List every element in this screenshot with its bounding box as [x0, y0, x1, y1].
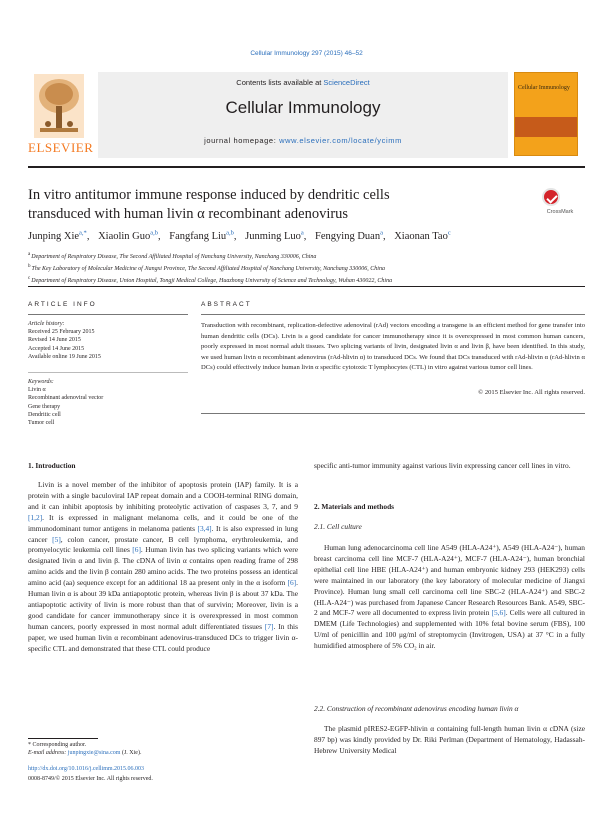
- journal-title: Cellular Immunology: [225, 98, 381, 117]
- citation-link[interactable]: [7]: [264, 621, 274, 631]
- author-list: [28, 229, 585, 242]
- continued-paragraph: specific anti-tumor immunity against various livin expressing cancer cell lines in vitro.: [314, 461, 571, 470]
- keyword-item: Livin α: [28, 387, 46, 394]
- construction-heading: 2.2. Construction of recombinant adenovirus encoding human livin α: [314, 704, 519, 713]
- copyright-line: 0008-8749/© 2015 Elsevier Inc. All rights reserved.: [28, 776, 153, 782]
- sciencedirect-link[interactable]: ScienceDirect: [323, 78, 370, 87]
- journal-homepage-line: [98, 136, 508, 145]
- journal-masthead: [28, 72, 585, 158]
- abstract-copyright: © 2015 Elsevier Inc. All rights reserved.: [478, 389, 585, 396]
- article-title-line-1: In vitro antitumor immune response induced by dendritic cells: [28, 187, 390, 203]
- abstract-divider-top: [201, 314, 585, 315]
- contents-prefix: Contents lists available at: [236, 78, 324, 87]
- citation-link[interactable]: [5]: [52, 534, 61, 544]
- citation-link[interactable]: [1,2]: [28, 512, 43, 522]
- keyword-list: [28, 378, 188, 427]
- article-title: [28, 186, 498, 224]
- crossmark-button[interactable]: [530, 188, 590, 218]
- affiliation-divider: [28, 286, 585, 287]
- article-history: [28, 320, 188, 361]
- affiliation-item: $^b$The Key Laboratory of Molecular Medicine of Jiangxi Province, The Second Affiliated Hospital of Nanchang University, Nanchang 330006, China: [28, 264, 385, 272]
- elsevier-wordmark: ELSEVIER: [28, 140, 94, 155]
- abstract-text: Transduction with recombinant, replication-defective adenoviral (rAd) vectors encoding a transgene is an efficient method for gene transfer into human dendritic cells (DCs). Livin is a good candidate for cancer immunotherapy since it is overexpressed in most common human cancers, poorly expressed in most normal adult tissues. Two splicing variants of livin, designated livin α and livin β, have been identified. In this study, we used human livin α recombinant adenovirus (rAd-hlivin α) to transduced DCs. We found that DCs transduced with rAd-hlivin α (rAd-hlivin α DCs) could effectively induce human livin α specific cytotoxic T lymphocytes (CTL) in vitro against various tumor cell lines.: [201, 322, 585, 371]
- footnote-divider: [28, 738, 98, 739]
- introduction-heading: 1. Introduction: [28, 461, 76, 470]
- citation-link[interactable]: [3,4]: [197, 523, 212, 533]
- author[interactable]: Fangfang Liu$^{a,b}$,: [169, 229, 237, 242]
- journal-cover-thumbnail[interactable]: [514, 72, 578, 156]
- keyword-item: Recombinant adenoviral vector: [28, 395, 104, 402]
- affiliation-item: $^c$Department of Respiratory Disease, Union Hospital, Tongji Medical College, Huazhong University of Science and Technology, Wuhan 430022, China: [28, 276, 393, 284]
- keyword-item: Tumor cell: [28, 420, 55, 427]
- affiliation-item: $^a$Department of Respiratory Disease, The Second Affiliated Hospital of Nanchang University, Nanchang 330006, China: [28, 252, 317, 260]
- history-label: Article history:: [28, 321, 65, 327]
- keywords-label: Keywords:: [28, 379, 54, 385]
- crossmark-label: CrossMark: [546, 209, 574, 215]
- methods-heading: 2. Materials and methods: [314, 502, 395, 511]
- cover-title: Cellular Immunology: [518, 85, 570, 91]
- journal-citation[interactable]: Cellular Immunology 297 (2015) 46–52: [250, 50, 363, 57]
- history-item: Available online 19 June 2015: [28, 353, 101, 360]
- cell-culture-paragraph: Human lung adenocarcinoma cell line A549 (HLA-A24⁺), A549 (HLA-A24⁻), human breast carcinoma cell line MCF-7 (HLA-A24⁺), MCF-7 (HLA-A24⁻), human bronchial epithelial cell line HBE (HLA-A24⁺) and human embryonic kidney 293 (HEK293) cells were maintained in our laboratory (the key laboratory of molecular medicine of Jiangxi Province). Human lung small cell carcinoma cell line SBC-2 (HLA-A24⁺) and SBC-2 (HLA-A24⁻) was purchased from Japanese Cancer Research Resources Bank. A549, SBC-2 and MCF-7 were all documented to express livin protein [5,6]. Cells were all cultured in DMEM (Life Technologies) and supplemented with 10% fetal bovine serum (FBS), 100 U/ml of penicillin and 100 μg/ml of streptomycin (Invitrogen, USA) at 37 °C in a fully humidified atmosphere of 5% CO₂ in air.: [314, 543, 585, 651]
- abstract-heading: ABSTRACT: [201, 301, 252, 308]
- introduction-paragraph: Livin is a novel member of the inhibitor of apoptosis protein (IAP) family. It is a protein with a single baculoviral IAP repeat domain and a COOH-terminal RING domain, and it can inhibit apoptosis by inhibiting proteolytic activation of caspases 3, 7, and 9 [1,2]. It is expressed in malignant melanoma cells, and it could be one of the immunodominant tumor antigens in melanoma patients [3,4]. It is also expressed in lung cancer [5], colon cancer, prostate cancer, B cell lymphoma, erythroleukemia, and promyelocytic leukemia cell lines [6]. Human livin has two splicing variants which were designated livin α and livin β. The cDNA of livin α contains open reading frame of 298 amino acids and the livin β contain 280 amino acids. The two proteins possess an identical amino acid (aa) sequence except for an additional 18 aa present only in the α isoform [6]. Human livin α is about 39 kDa antiapoptotic protein, whereas livin β is about 37 kDa. The antiapoptotic activity of livin is more robust than that of survivin; Moreover, livin is a good candidate for cancer immunotherapy since it is overexpressed in most common human cancers, poorly expressed in most normal adult differentiated tissues [7]. In this paper, we used human livin α recombinant adenovirus-transduced DCs to trigger livin α-specific CTL and demonstrated that these CTL could produce: [28, 480, 299, 653]
- journal-homepage-link[interactable]: www.elsevier.com/locate/ycimm: [279, 136, 402, 145]
- history-item: Revised 14 June 2015: [28, 337, 81, 344]
- cell-culture-heading: 2.1. Cell culture: [314, 522, 362, 531]
- elsevier-logo[interactable]: [28, 72, 94, 156]
- doi-link[interactable]: http://dx.doi.org/10.1016/j.cellimm.2015.06.003: [28, 766, 145, 772]
- abstract-divider-bottom: [201, 413, 585, 414]
- construction-paragraph: The plasmid pIRES2-EGFP-hlivin α containing full-length human livin α cDNA (size 897 bp) was kindly provided by Dr. Riki Perlman (Department of Hematology, Hadassah-Hebrew University Medical: [314, 724, 585, 755]
- author[interactable]: Fengying Duan$^a$,: [315, 229, 386, 242]
- cover-stripe: [515, 117, 577, 137]
- citation-link[interactable]: [6]: [132, 545, 141, 555]
- crossmark-icon: [542, 188, 560, 206]
- affiliation-list: [28, 250, 585, 286]
- author[interactable]: Xiaolin Guo$^{a,b}$,: [98, 229, 161, 242]
- contents-available-line: [98, 78, 508, 87]
- email-line: E-mail address: junpingxie@sina.com (J. Xie).: [28, 750, 142, 757]
- article-title-line-2: transduced with human livin α recombinant adenovirus: [28, 206, 349, 222]
- history-item: Received 25 February 2015: [28, 329, 95, 336]
- citation-link[interactable]: [5,6]: [491, 608, 506, 618]
- author[interactable]: Junping Xie$^{a,*}$,: [28, 229, 90, 242]
- keyword-item: Gene therapy: [28, 403, 61, 410]
- corresponding-label: * Corresponding author.: [28, 742, 87, 748]
- article-info-heading: ARTICLE INFO: [28, 301, 97, 308]
- author[interactable]: Xiaonan Tao$^c$: [394, 229, 451, 242]
- homepage-prefix: journal homepage:: [204, 136, 280, 145]
- elsevier-tree-icon: [34, 74, 84, 138]
- masthead-divider: [28, 166, 585, 168]
- citation-link[interactable]: [6]: [287, 578, 297, 588]
- article-info-divider: [28, 314, 188, 315]
- keywords-divider: [28, 372, 188, 373]
- corresponding-author-footnote: [28, 741, 298, 758]
- keyword-item: Dendritic cell: [28, 411, 61, 418]
- email-link[interactable]: junpingxie@sina.com: [67, 750, 121, 757]
- masthead-band: [98, 72, 508, 158]
- author[interactable]: Junming Luo$^a$,: [245, 229, 307, 242]
- history-item: Accepted 14 June 2015: [28, 345, 85, 352]
